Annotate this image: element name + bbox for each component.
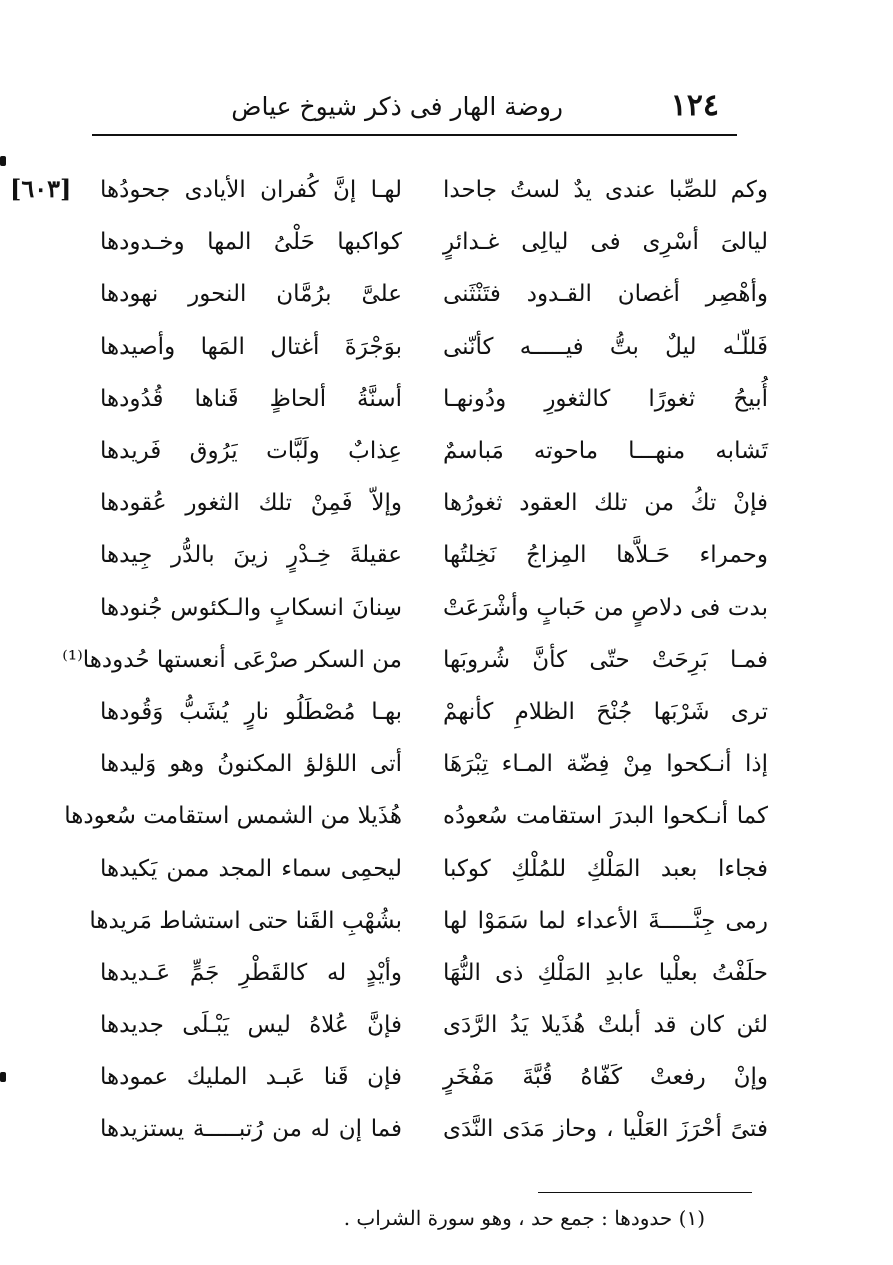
verse [100, 321, 768, 373]
hemistich-first: بدت فى دلاصٍ من حَبابٍ وأشْرَعَتْ [443, 594, 768, 621]
header-rule [92, 134, 737, 136]
hemistich-second: فما إن له من رُتبـــــة يستزيدها [100, 1116, 402, 1143]
footnote: (١) حدودها : جمع حد ، وهو سورة الشراب . [343, 1206, 705, 1230]
side-marker: [٦٠٣] [10, 174, 72, 203]
hemistich-first: كما أنـكحوا البدرَ استقامت سُعودُه [443, 803, 768, 830]
verse [100, 268, 768, 320]
hemistich-second: بوَجْرَةَ أغتال المَها وأصيدها [100, 333, 402, 360]
hemistich-second: فإن قَنا عَبـد المليك عمودها [100, 1064, 402, 1091]
hemistich-first: لئن كان قد أبلتْ هُذَيلا يَدُ الرَّدَى [443, 1012, 768, 1039]
hemistich-second: كواكبها حَلْىُ المها وخـدودها [100, 229, 402, 256]
hemistich-second: أسنَّةُ ألحاظٍ قَناها قُدُودها [100, 385, 402, 412]
hemistich-second: من السكر صرْعَى أنعستها حُدودها⁽¹⁾ [62, 646, 402, 673]
margin-mark [0, 1072, 6, 1082]
verse [100, 582, 768, 634]
verse [89, 895, 768, 947]
hemistich-first: ترى شَرْبَها جُنْحَ الظلامِ كأنهمْ [443, 698, 768, 725]
hemistich-first: فجاءا بعبد المَلْكِ للمُلْكِ كوكبا [443, 855, 768, 882]
hemistich-first: فتىً أحْرَزَ العَلْيا ، وحاز مَدَى النَّدَى [443, 1116, 768, 1143]
margin-mark [0, 156, 6, 166]
hemistich-second: سِنانَ انسكابٍ والـكئوس جُنودها [100, 594, 402, 621]
hemistich-first: ليالىَ أسْرِى فى ليالِى غـدائرٍ [443, 229, 768, 256]
verse [100, 1051, 768, 1103]
verse [62, 634, 768, 686]
hemistich-first: وإنْ رفعتْ كَفّاهُ قُبَّةَ مَفْخَرٍ [443, 1064, 768, 1091]
verse [64, 790, 768, 842]
hemistich-first: فمـا بَرِحَتْ حتّى كأنَّ شُروبَها [443, 646, 768, 673]
page-header [92, 82, 737, 128]
hemistich-first: فإنْ تكُ من تلك العقود ثغورُها [443, 490, 768, 517]
page-number: ١٢٤ [670, 88, 719, 123]
hemistich-first: تَشابه منهـــا ماحوته مَباسمٌ [443, 438, 768, 465]
running-title: روضة الهار فى ذكر شيوخ عياض [231, 92, 563, 121]
verse [100, 686, 768, 738]
verse [100, 738, 768, 790]
verse [100, 842, 768, 894]
footnote-rule [538, 1192, 752, 1193]
verse [100, 425, 768, 477]
hemistich-first: أُبيحُ ثغورًا كالثغورِ ودُونهـا [443, 385, 768, 412]
hemistich-second: بهـا مُصْطَلُو نارٍ يُشَبُّ وَقُودها [100, 698, 402, 725]
hemistich-second: وإلاّ فَمِنْ تلك الثغور عُقودها [100, 490, 402, 517]
hemistich-second: أتى اللؤلؤ المكنونُ وهو وَليدها [100, 751, 402, 778]
verse [100, 1103, 768, 1155]
hemistich-first: وأهْصِر أغصان القـدود فتَنْثَنى [443, 281, 768, 308]
hemistich-first: فَللّـٰه ليلٌ بتُّ فيـــــه كأنّنى [443, 333, 768, 360]
verse [100, 947, 768, 999]
hemistich-first: وكم للصِّبا عندى يدٌ لستُ جاحدا [443, 177, 768, 204]
hemistich-second: علىَّ برُمَّان النحور نهودها [100, 281, 402, 308]
verse [100, 216, 768, 268]
poem [62, 164, 768, 1156]
hemistich-second: عقيلةَ خِـدْرٍ زينَ بالدُّر جِيدها [100, 542, 402, 569]
hemistich-first: رمى جِنَّـــــةَ الأعداء لما سَمَوْا لها [443, 907, 768, 934]
hemistich-second: عِذابٌ ولَبَّات يَرُوق فَريدها [100, 438, 402, 465]
verse [100, 373, 768, 425]
hemistich-second: هُذَيلا من الشمس استقامت سُعودها [64, 803, 402, 830]
hemistich-first: وحمراء حَـلاَّها المِزاجُ نَخِلتُها [443, 542, 768, 569]
verse [100, 999, 768, 1051]
hemistich-first: إذا أنـكحوا مِنْ فِضّة المـاء تِبْرَهَا [443, 751, 768, 778]
hemistich-second: ليحمِى سماء المجد ممن يَكيدها [100, 855, 402, 882]
hemistich-second: فإنَّ عُلاهُ ليس يَبْـلَى جديدها [100, 1012, 402, 1039]
hemistich-second: وأيْدٍ له كالقَطْرِ جَمٍّ عَـديدها [100, 959, 402, 986]
hemistich-second: لهـا إنَّ كُفران الأيادى جحودُها [100, 177, 402, 204]
verse [100, 529, 768, 581]
hemistich-second: بشُهْبِ القَنا حتى استشاط مَريدها [89, 907, 402, 934]
hemistich-first: حلَفْتُ بعلْيا عابدِ المَلْكِ ذى النُّهَا [443, 959, 768, 986]
verse [100, 164, 768, 216]
verse [100, 477, 768, 529]
